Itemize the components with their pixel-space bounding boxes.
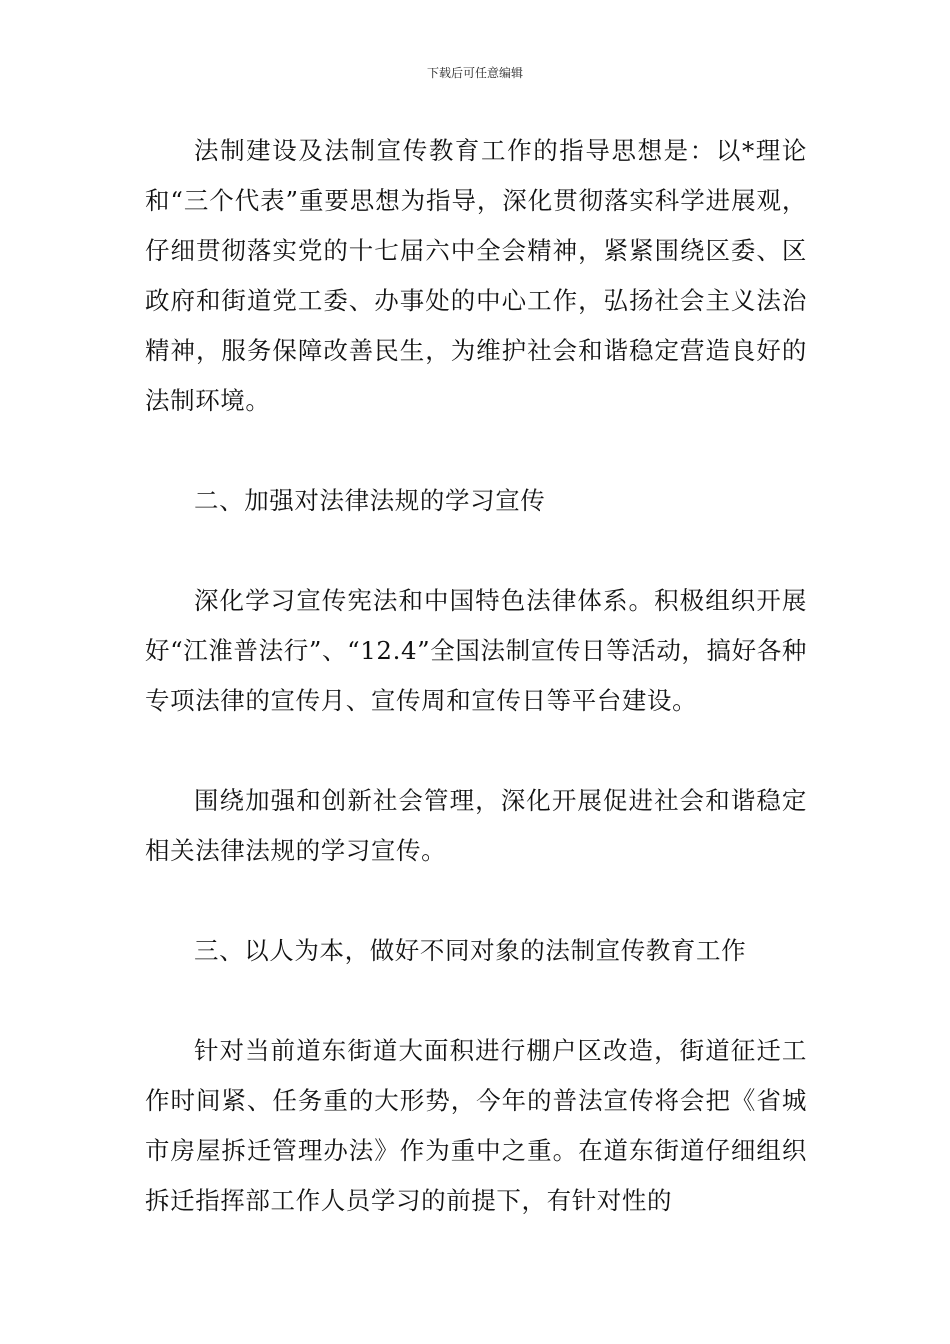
paragraph-demolition: 针对当前道东街道大面积进行棚户区改造，街道征迁工作时间紧、任务重的大形势，今年的普法宣传将会把《省城市房屋拆迁管理办法》作为重中之重。在道东街道仔细组织拆迁指挥部工作人员学习的前提下，有针对性的: [145, 1036, 807, 1215]
paragraph-social-management: 围绕加强和创新社会管理，深化开展促进社会和谐稳定相关法律法规的学习宣传。: [145, 786, 807, 865]
paragraph-study-publicity: 深化学习宣传宪法和中国特色法律体系。积极组织开展好“江淮普法行”、“12.4”全国法制宣传日等活动，搞好各种专项法律的宣传月、宣传周和宣传日等平台建设。: [145, 586, 807, 715]
paragraph-guiding-thought: 法制建设及法制宣传教育工作的指导思想是：以*理论和“三个代表”重要思想为指导，深化贯彻落实科学进展观，仔细贯彻落实党的十七届六中全会精神，紧紧围绕区委、区政府和街道党工委、办事处的中心工作，弘扬社会主义法治精神，服务保障改善民生，为维护社会和谐稳定营造良好的法制环境。: [145, 136, 807, 415]
page-header: 下载后可任意编辑: [426, 66, 523, 80]
section-heading-2: 二、加强对法律法规的学习宣传: [194, 486, 546, 515]
document-body: [145, 126, 807, 1226]
section-heading-3: 三、以人为本，做好不同对象的法制宣传教育工作: [194, 936, 747, 965]
